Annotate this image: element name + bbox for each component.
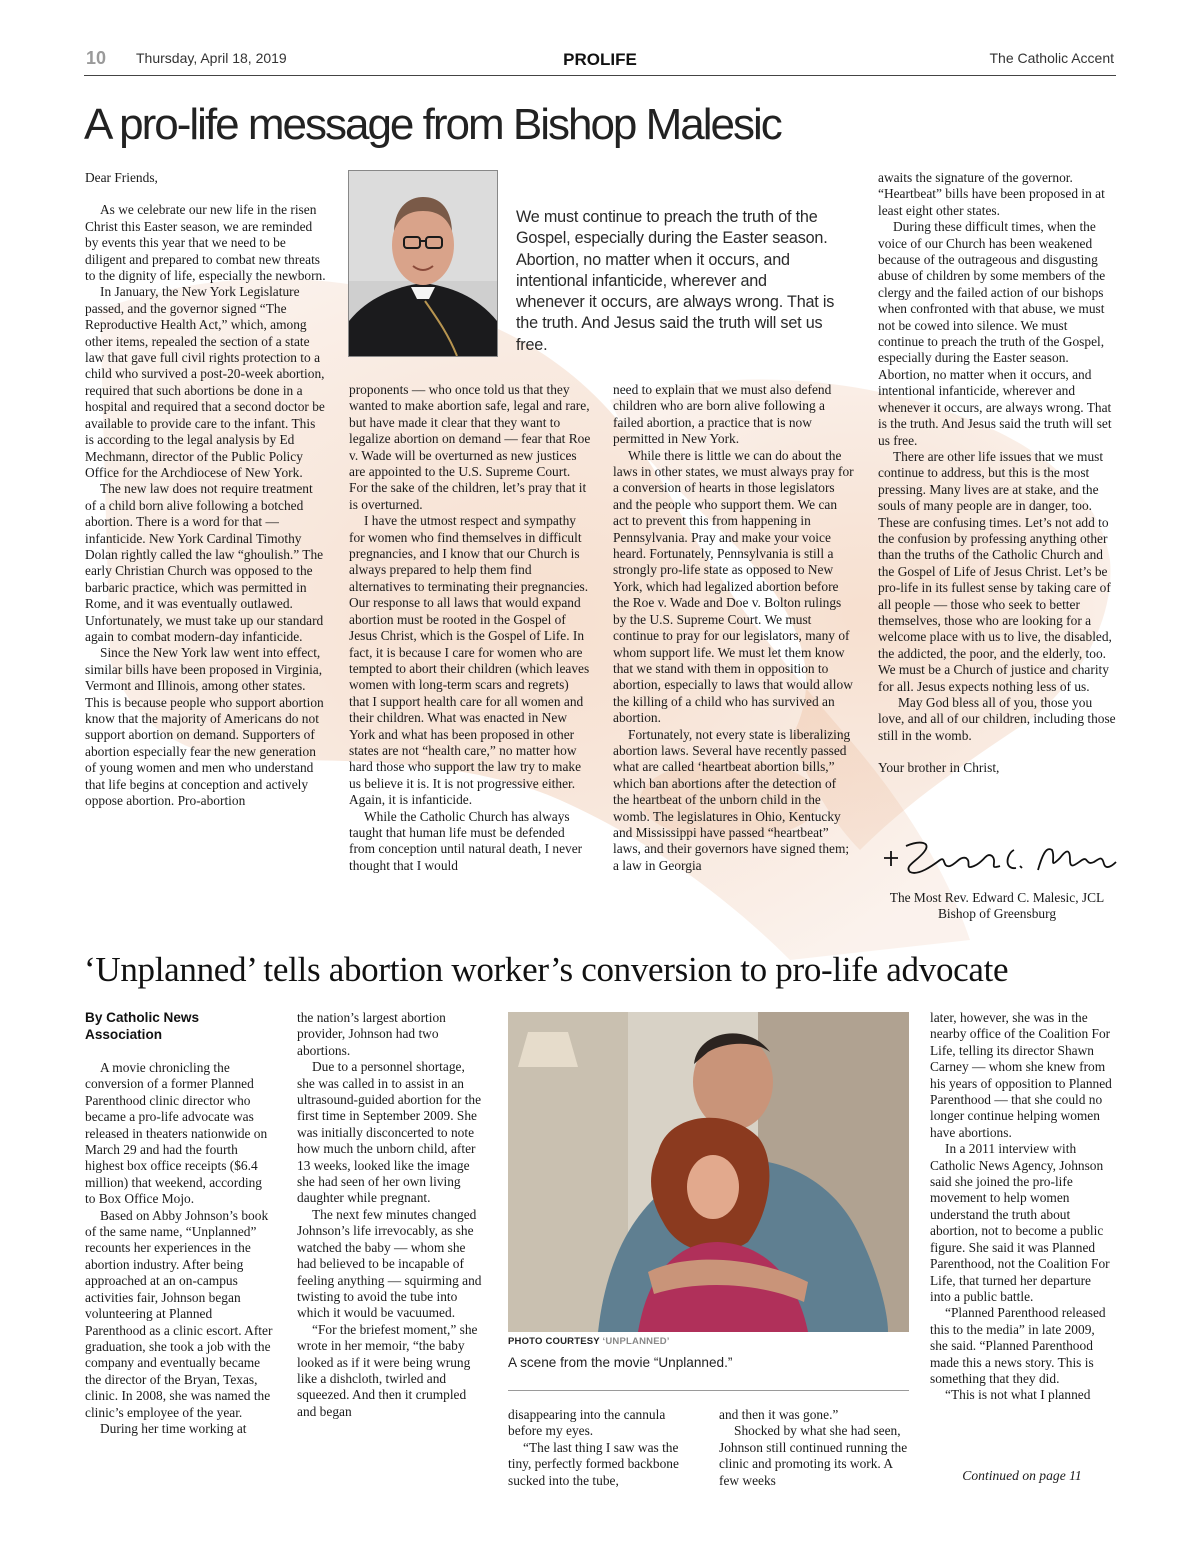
paragraph: While the Catholic Church has always taught that human life must be defended from conception until natural death, I never thought that I would xyxy=(349,808,583,873)
article2-column-5 xyxy=(930,1010,1114,1404)
article-column-3 xyxy=(613,382,855,874)
signature-stroke-3 xyxy=(1038,849,1116,870)
salutation: Dear Friends, xyxy=(85,170,158,185)
section-label: PROLIFE xyxy=(563,50,637,69)
signature-block xyxy=(878,890,1116,923)
byline: By Catholic News Association xyxy=(85,1010,200,1042)
paragraph: “Planned Parenthood released this to the media” in late 2009, she said. “Planned Parenthood made this a news story. This is something that they did. xyxy=(930,1305,1106,1386)
paragraph: Due to a personnel shortage, she was called in to assist in an ultrasound-guided abortion for the first time in September 2009. She was initially disconcerted to note how much the unborn child, after 13 weeks, looked like the image she had seen of her own living daughter while pregnant. xyxy=(297,1059,482,1206)
paragraph: Based on Abby Johnson’s book of the same name, “Unplanned” recounts her experiences in the abortion industry. After being approached at an on-campus activities fair, Johnson began volunteering at Planned Parenthood as a clinic escort. After graduation, she took a job with the company and eventually became the director of the Bryan, Texas, clinic. In 2008, she was named the clinic’s employee of the year. xyxy=(85,1207,273,1420)
paragraph: Shocked by what she had seen, Johnson still continued running the clinic and promoting its work. A few weeks xyxy=(719,1423,908,1488)
paragraph: “The last thing I saw was the tiny, perfectly formed backbone sucked into the tube, xyxy=(508,1439,679,1488)
paragraph: I have the utmost respect and sympathy for women who find themselves in difficult pregnancies, and I know that our Church is always prepared to help them find alternatives to terminating their pregnancies. Our response to all laws that would expand abortion must be rooted in the Gospel of Jesus Christ, which is the Gospel of Life. In fact, it is because I care for women who are tempted to abort their children (which leaves women with long-term scars and regrets) that I support health care for all women and their children. What was enacted in New York and what has been proposed in other states are not “health care,” no matter how hard those who support the law try to make us believe it is. It is not progressive either. Again, it is infanticide. xyxy=(349,513,590,808)
paragraph: In January, the New York Legislature passed, and the governor signed “The Reproductive Health Act,” which, among other items, repealed the section of a state law that gave full civil rights protection to a child who survived a post-20-week abortion, required that such abortions be done in a hospital and required that a second doctor be available to provide care to the infant. This is according to the legal analysis by Ed Mechmann, director of the Public Policy Office for the Archdiocese of New York. xyxy=(85,284,325,480)
paragraph: There are other life issues that we must continue to address, but this is the most pressing. Many lives are at stake, and the souls of many people are in danger, too. These are confusing times. Let’s not add to the confusion by professing anything other than the truths of the Catholic Church and the Gospel of Life of Jesus Christ. Let’s be pro-life in its fullest sense by taking care of all people — those who seek to better themselves, those who are looking for a welcome place with us to live, the disabled, the addicted, the poor, and the elderly, too. We must be a Church of justice and charity for all. Jesus expects nothing less of us. xyxy=(878,448,1112,694)
article-headline: A pro-life message from Bishop Malesic xyxy=(84,100,781,149)
article-column-1 xyxy=(85,170,327,809)
article-column-2 xyxy=(349,382,591,874)
paragraph: A movie chronicling the conversion of a former Planned Parenthood clinic director who became a pro-life advocate was released in theaters nationwide on March 29 and had the fourth highest box office receipts ($6.4 million) that weekend, according to Box Office Mojo. xyxy=(85,1060,268,1207)
pull-quote: We must continue to preach the truth of the Gospel, especially during the Easter season. Abortion, no matter when it occurs, and intentional infanticide, wherever and whenever it occurs, are always wrong. That is the truth. And Jesus said the truth will set us free. xyxy=(516,208,835,354)
bishop-portrait-photo xyxy=(348,170,498,357)
woman-face xyxy=(687,1155,739,1219)
paragraph: May God bless all of you, those you love, and all of our children, including those still in the womb. xyxy=(878,695,1116,743)
signature-stroke-1 xyxy=(906,843,1000,873)
paragraph: While there is little we can do about the laws in other states, we must always pray for a conversion of hearts in those legislators and the people who support them. We can act to prevent this from happening in Pennsylvania. Pray and make your voice heard. Fortunately, Pennsylvania is still a strongly pro-life state as opposed to New York, which had legalized abortion before the Roe v. Wade and Doe v. Bolton rulings by the U.S. Supreme Court. We must continue to pray for our legislators, many of whom support life. We must let them know that we stand with them in opposition to abortion, especially to laws that would allow the killing of a child who has survived an abortion. xyxy=(613,447,854,726)
header-rule xyxy=(84,75,1116,76)
article2-column-3 xyxy=(508,1407,700,1489)
paragraph: later, however, she was in the nearby office of the Coalition For Life, telling its director Shawn Carney — whom she knew from his years of opposition to Planned Parenthood — that she could no longer continue helping women have abortions. xyxy=(930,1010,1112,1140)
continued-jump-line: Continued on page 11 xyxy=(962,1468,1082,1483)
movie-scene-photo xyxy=(508,1012,909,1332)
paragraph: awaits the signature of the governor. “Heartbeat” bills have been proposed in at least eight other states. xyxy=(878,170,1105,218)
paragraph: Fortunately, not every state is liberalizing abortion laws. Several have recently passed what are called ‘heartbeat abortion bills,” which ban abortions after the detection of the heartbeat of the unborn child in the womb. The legislatures in Ohio, Kentucky and Mississippi have passed “heartbeat” laws, and their governors have signed them; a law in Georgia xyxy=(613,726,851,873)
issue-date: Thursday, April 18, 2019 xyxy=(136,50,287,66)
paragraph: During her time working at xyxy=(100,1420,247,1436)
signature-cross xyxy=(884,851,898,866)
paragraph: proponents — who once told us that they wanted to make abortion safe, legal and rare, but have made it clear that they want to legalize abortion on demand — fear that Roe v. Wade will be overturned as new justices are appointed to the U.S. Supreme Court. For the sake of the children, let’s pray that it is overturned. xyxy=(349,382,591,512)
article2-column-4 xyxy=(719,1407,909,1489)
caption-divider xyxy=(508,1390,909,1391)
paragraph: Since the New York law went into effect, similar bills have been proposed in Virginia, Vermont and Illinois, among other states. This is because people who support abortion know that the majority of Americans do not support abortion on demand. Supporters of abortion especially fear the new generation of young women and men who understand that life begins at conception and actively oppose abortion. Pro-abortion xyxy=(85,645,324,809)
photo-credit-prefix: PHOTO COURTESY xyxy=(508,1336,600,1347)
paragraph: “This is not what I planned xyxy=(945,1387,1091,1403)
paragraph: disappearing into the cannula before my eyes. xyxy=(508,1407,666,1439)
handwritten-signature xyxy=(880,836,1120,886)
paragraph: The next few minutes changed Johnson’s life irrevocably, as she watched the baby — whom she had believed to be incapable of feeling anything — squirming and twisting to avoid the tube into which it would be vacuumed. xyxy=(297,1206,482,1321)
signature-stroke-2 xyxy=(1008,850,1023,868)
article2-column-2 xyxy=(297,1010,485,1420)
paragraph: and then it was gone.” xyxy=(719,1407,839,1422)
paragraph: The new law does not require treatment of a child born alive following a botched abortion. There is a word for that — infanticide. New York Cardinal Timothy Dolan rightly called the law “ghoulish.” The early Christian Church was opposed to the barbaric practice, which was permitted in Rome, and it was eventually outlawed. Unfortunately, we must take up our standard again to combat modern-day infanticide. xyxy=(85,481,324,644)
paragraph: need to explain that we must also defend children who are born alive following a failed abortion, a practice that is now permitted in New York. xyxy=(613,382,832,447)
lamp-shade xyxy=(518,1032,578,1067)
closing-line: Your brother in Christ, xyxy=(878,760,1000,776)
publication-name: The Catholic Accent xyxy=(989,50,1114,66)
paragraph: In a 2011 interview with Catholic News Agency, Johnson said she joined the pro-life movement to help women understand the truth about abortion, not to become a public figure. She said it was Planned Parenthood, not the Coalition For Life, that turned her departure into a public battle. xyxy=(930,1141,1110,1304)
page-number: 10 xyxy=(86,48,107,68)
photo-caption: A scene from the movie “Unplanned.” xyxy=(508,1355,733,1370)
paragraph: “For the briefest moment,” she wrote in her memoir, “the baby looked as if it were being wrung like a dishcloth, twirled and squeezed. And then it crumpled and began xyxy=(297,1321,478,1419)
photo-credit-source: ‘UNPLANNED’ xyxy=(602,1336,670,1347)
signatory-title: Bishop of Greensburg xyxy=(937,906,1057,922)
photo-credit xyxy=(508,1336,670,1347)
signatory-name: The Most Rev. Edward C. Malesic, JCL xyxy=(889,890,1105,905)
article-column-4 xyxy=(878,170,1116,777)
paragraph: As we celebrate our new life in the risen Christ this Easter season, we are reminded by events this year that we need to be diligent and prepared to combat new threats to the dignity of life, especially the newborn. xyxy=(85,202,326,284)
article-headline-2: ‘Unplanned’ tells abortion worker’s conversion to pro-life advocate xyxy=(84,950,1009,989)
article2-column-1 xyxy=(85,1060,273,1437)
paragraph: the nation’s largest abortion provider, Johnson had two abortions. xyxy=(297,1010,446,1058)
paragraph: During these difficult times, when the voice of our Church has been weakened because of the outrageous and disgusting abuse of children by some members of the clergy and the failed action of our bishops when confronted with that abuse, we must not be cowed into silence. We must continue to preach the truth of the Gospel, especially during the Easter season. Abortion, no matter when it occurs, and intentional infanticide, wherever and whenever it occurs, are always wrong. That is the truth. And Jesus said the truth will set us free. xyxy=(878,219,1112,448)
